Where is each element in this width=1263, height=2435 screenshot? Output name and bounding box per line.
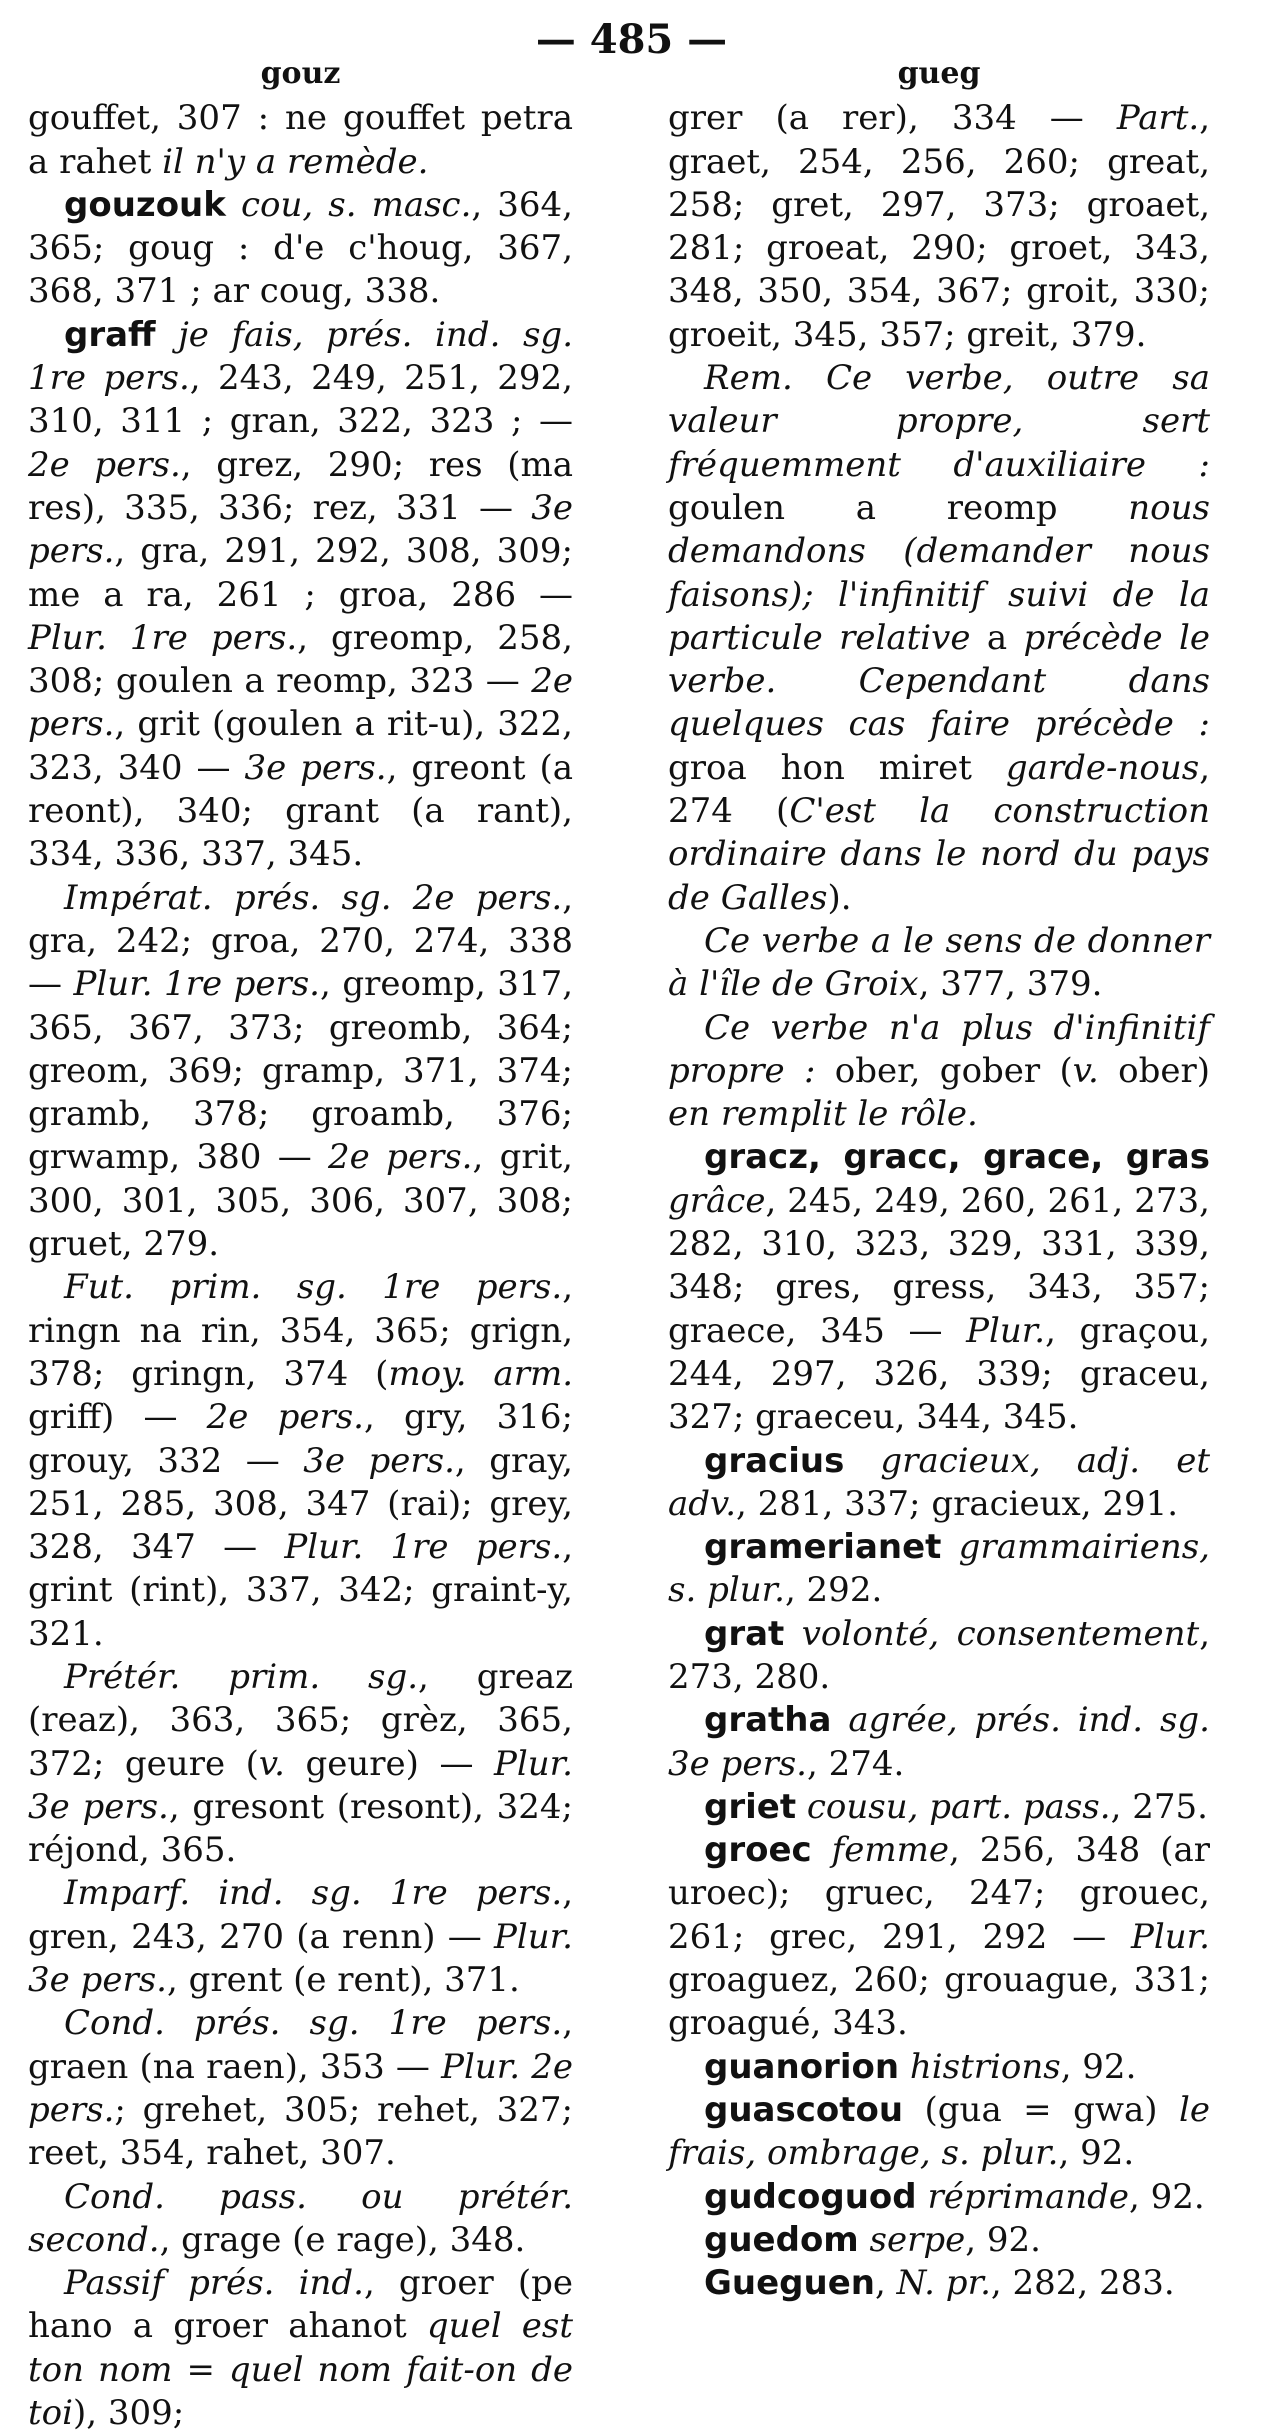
entry-text: , gresont (resont), 324; réjond, 365. <box>28 1786 573 1871</box>
dictionary-entry <box>668 1786 1210 1829</box>
italic-gloss: réprimande <box>927 2176 1130 2217</box>
italic-gloss: Plur. 1re pers. <box>284 1527 563 1568</box>
entry-text <box>796 1787 807 1827</box>
headword: guascotou <box>704 2089 904 2130</box>
italic-gloss: Plur. 1re pers. <box>28 617 298 658</box>
entry-text: , 92. <box>1058 2133 1135 2174</box>
dictionary-entry <box>668 2046 1210 2089</box>
entry-text: ). <box>827 877 852 918</box>
italic-gloss: Imparf. ind. sg. 1re pers. <box>64 1873 563 1914</box>
italic-gloss: grammairiens, s. plur. <box>668 1527 1210 1611</box>
italic-gloss: 2e pers. <box>206 1397 364 1438</box>
italic-gloss: 3e pers. <box>244 747 387 788</box>
entry-text: , graen (na raen), 353 — <box>28 2003 573 2087</box>
entry-text: , 377, 379. <box>918 964 1103 1005</box>
right-entries <box>668 97 1210 2305</box>
dictionary-entry <box>668 1829 1210 2045</box>
entry-text: , 245, 249, 260, 261, 273, 282, 310, 323, 329, 331, 339, 348; gres, gress, 343, 357; graece, 345 — <box>668 1180 1210 1351</box>
entry-text: grer (a rer), 334 — <box>668 98 1117 139</box>
entry-text: , greomp, 317, 365, 367, 373; greomb, 364; greom, 369; gramp, 371, 374; gramb, 378; groamb, 376; grwamp, 380 — <box>28 964 574 1178</box>
entry-text: , gry, 316; grouy, 332 — <box>28 1397 573 1481</box>
headword: gracz, gracc, grace, gras <box>704 1137 1210 1178</box>
italic-gloss: Prétér. prim. sg. <box>64 1656 419 1697</box>
italic-gloss: agrée, prés. ind. sg. 3e pers. <box>668 1700 1210 1784</box>
entry-text: ), 309; <box>73 2393 185 2434</box>
entry-text: , graet, 254, 256, 260; great, 258; gret, 297, 373; groaet, 281; groeat, 290; groet, 343, 348, 350, 354, 367; groit, 330; groeit, 345, 357; greit, 379. <box>668 98 1210 355</box>
italic-gloss: Ce verbe n'a plus d'infinitif propre : <box>668 1007 1210 1091</box>
entry-text: , greont (a reont), 340; grant (a rant), 334, 336, 337, 345. <box>28 747 573 875</box>
entry-text: (gua = gwa) <box>903 2089 1179 2130</box>
entry-text: , greaz (reaz), 363, 365; grèz, 365, 372; geure ( <box>28 1656 574 1784</box>
dictionary-entry <box>668 2219 1210 2262</box>
entry-text <box>226 185 241 225</box>
italic-gloss: le frais, ombrage, s. plur. <box>668 2089 1210 2174</box>
headword: guedom <box>704 2219 859 2260</box>
entry-paragraph <box>28 2262 573 2435</box>
entry-text <box>784 1614 801 1654</box>
entry-text: , grint (rint), 337, 342; graint-y, 321. <box>28 1527 573 1654</box>
headword: Gueguen <box>704 2263 875 2304</box>
italic-gloss: 3e pers. <box>303 1440 455 1481</box>
dictionary-entry <box>668 1613 1210 1700</box>
italic-gloss: quel est ton nom = quel nom fait-on de toi <box>28 2306 573 2434</box>
entry-text: , 274. <box>806 1743 905 1784</box>
dictionary-entry <box>28 184 573 314</box>
entry-text: , 256, 348 (ar uroec); gruec, 247; grouec, 261; grec, 291, 292 — <box>668 1830 1210 1957</box>
italic-gloss: je fais, prés. ind. sg. 1re pers. <box>28 314 574 399</box>
entry-text <box>917 2177 928 2217</box>
dictionary-entry <box>668 1699 1210 1786</box>
headword: groec <box>704 1830 812 1871</box>
entry-text <box>844 1441 880 1481</box>
italic-gloss: Plur. 2e pers. <box>28 2046 573 2130</box>
entry-text: , 364, 365; goug : d'e c'houg, 367, 368, 371 ; ar coug, 338. <box>28 184 573 312</box>
entry-text: ober, gober ( <box>815 1050 1073 1091</box>
dictionary-entry <box>668 1136 1210 1439</box>
entry-text: ; grehet, 305; rehet, 327; reet, 354, rahet, 307. <box>28 2089 573 2174</box>
entry-text: , gren, 243, 270 (a renn) — <box>28 1873 573 1957</box>
entry-text: ober) <box>1098 1050 1210 1091</box>
entry-text <box>831 1700 848 1740</box>
dictionary-entry <box>28 314 573 877</box>
entry-text: , gray, 251, 285, 308, 347 (rai); grey, 328, 347 — <box>28 1440 573 1568</box>
entry-paragraph <box>28 97 573 184</box>
entry-text: groa hon miret <box>668 747 1006 788</box>
italic-gloss: 3e pers. <box>28 487 573 572</box>
entry-text: , 273, 280. <box>668 1613 1210 1697</box>
entry-paragraph <box>668 97 1210 357</box>
entry-text: , 243, 249, 251, 292, 310, 311 ; gran, 322, 323 ; — <box>28 358 573 442</box>
entry-text: , greomp, 258, 308; goulen a reomp, 323 — <box>28 617 573 702</box>
entry-text: geure) — <box>284 1743 495 1784</box>
entry-text: , 92. <box>965 2219 1041 2260</box>
left-column <box>28 52 573 2435</box>
headword: grat <box>704 1613 785 1654</box>
entry-text: , gra, 291, 292, 308, 309; me a ra, 261 ; groa, 286 — <box>28 531 573 615</box>
left-entries <box>28 97 573 2435</box>
italic-gloss: Rem. Ce verbe, outre sa valeur propre, sert fréquemment d'auxiliaire : <box>668 358 1210 485</box>
headword: gratha <box>704 1700 832 1741</box>
italic-gloss: garde-nous <box>1005 747 1200 788</box>
right-running-header: gueg <box>897 56 981 91</box>
entry-text: , grage (e rage), 348. <box>159 2219 526 2260</box>
italic-gloss: grâce <box>668 1180 766 1221</box>
page-number: — 485 — <box>535 16 728 63</box>
entry-paragraph <box>28 877 573 1267</box>
italic-gloss: Impérat. prés. sg. 2e pers. <box>64 877 563 918</box>
italic-gloss: cousu, part. pass. <box>806 1786 1111 1827</box>
dictionary-entry <box>668 2262 1210 2305</box>
entry-text: , 274 ( <box>668 747 1210 832</box>
entry-text <box>812 1830 832 1870</box>
italic-gloss: nous demandons (demander nous faisons); l'infinitif suivi de la particule relative <box>668 487 1210 658</box>
italic-gloss: moy. arm. <box>388 1353 573 1394</box>
dictionary-entry <box>668 2176 1210 2219</box>
italic-gloss: Part. <box>1116 98 1200 139</box>
italic-gloss: précède le verbe. Cependant dans quelques cas faire précède : <box>668 617 1210 745</box>
headword: guanorion <box>704 2046 900 2087</box>
entry-text: , grent (e rent), 371. <box>166 1960 520 2001</box>
entry-text <box>859 2220 870 2260</box>
italic-gloss: serpe <box>869 2219 966 2260</box>
entry-paragraph <box>28 2176 573 2263</box>
italic-gloss: Cond. pass. ou prétér. second. <box>28 2176 573 2260</box>
entry-paragraph <box>28 1266 573 1656</box>
italic-gloss: Cond. prés. sg. 1re pers. <box>64 2003 563 2044</box>
entry-paragraph <box>668 357 1210 920</box>
entry-text: , grit (goulen a rit-u), 322, 323, 340 — <box>28 704 573 788</box>
entry-text: , 281, 337; gracieux, 291. <box>736 1483 1179 1524</box>
entry-text <box>941 1527 958 1567</box>
italic-gloss: C'est la construction ordinaire dans le nord du pays de Galles <box>668 791 1210 918</box>
headword: gudcoguod <box>704 2176 917 2217</box>
entry-paragraph <box>668 1007 1210 1137</box>
entry-text: , 292. <box>784 1570 883 1611</box>
italic-gloss: v. <box>258 1743 285 1784</box>
entry-text: , 92. <box>1129 2176 1205 2217</box>
entry-text: goulen a reomp <box>668 487 1129 528</box>
left-running-header: gouz <box>260 56 341 91</box>
italic-gloss: Plur. <box>966 1310 1046 1351</box>
dictionary-entry <box>668 2089 1210 2176</box>
italic-gloss: 2e pers. <box>328 1137 473 1178</box>
entry-text: , 275. <box>1110 1786 1208 1827</box>
dictionary-entry <box>668 1526 1210 1613</box>
entry-text: gouffet, 307 : ne gouffet petra a rahet <box>28 98 573 182</box>
entry-text: groaguez, 260; grouague, 331; groagué, 343. <box>668 1960 1210 2044</box>
italic-gloss: volonté, consentement <box>801 1613 1200 1654</box>
italic-gloss: gracieux, adj. et adv. <box>668 1440 1210 1524</box>
italic-gloss: Ce verbe a le sens de donner à l'île de Groix <box>668 920 1210 1005</box>
entry-paragraph <box>28 1872 573 2002</box>
entry-text: griff) — <box>28 1397 207 1438</box>
entry-paragraph <box>28 2002 573 2175</box>
entry-text: , grez, 290; res (ma res), 335, 336; rez, 331 — <box>28 444 573 528</box>
entry-text <box>899 2047 910 2087</box>
italic-gloss: cou, s. masc. <box>240 184 472 225</box>
entry-text: , 92. <box>1060 2046 1137 2087</box>
italic-gloss: N. pr. <box>896 2263 991 2304</box>
entry-text: , grit, 300, 301, 305, 306, 307, 308; gruet, 279. <box>28 1137 573 1265</box>
dictionary-entry <box>668 1440 1210 1527</box>
italic-gloss: 2e pers. <box>28 661 573 745</box>
italic-gloss: femme <box>831 1830 949 1871</box>
italic-gloss: en remplit le rôle. <box>668 1094 978 1135</box>
italic-gloss: Fut. prim. sg. 1re pers. <box>64 1267 563 1308</box>
italic-gloss: v. <box>1072 1050 1099 1091</box>
italic-gloss: Plur. 1re pers. <box>73 964 320 1005</box>
headword: graff <box>64 314 156 355</box>
headword: gracius <box>704 1440 845 1481</box>
entry-text: , 282, 283. <box>990 2263 1175 2304</box>
entry-text: , groer (pe hano a groer ahanot <box>28 2263 574 2347</box>
italic-gloss: il n'y a remède. <box>162 141 429 182</box>
entry-text <box>156 315 179 355</box>
entry-text: a <box>970 617 1024 658</box>
italic-gloss: histrions <box>909 2046 1061 2087</box>
entry-paragraph <box>668 920 1210 1007</box>
entry-paragraph <box>28 1656 573 1872</box>
right-column <box>668 52 1210 2305</box>
headword: griet <box>704 1786 797 1827</box>
italic-gloss: Plur. 3e pers. <box>28 1743 573 1827</box>
italic-gloss: Plur. 3e pers. <box>28 1916 573 2001</box>
headword: gouzouk <box>64 184 226 225</box>
entry-text: , gra, 242; groa, 270, 274, 338 — <box>28 877 573 1005</box>
entry-text: , ringn na rin, 354, 365; grign, 378; gringn, 374 ( <box>28 1267 573 1394</box>
italic-gloss: Plur. <box>1131 1916 1210 1957</box>
entry-text: , graçou, 244, 297, 326, 339; graceu, 327; graeceu, 344, 345. <box>668 1310 1210 1438</box>
headword: gramerianet <box>704 1527 942 1568</box>
entry-text: , <box>874 2263 897 2304</box>
italic-gloss: Passif prés. ind. <box>64 2263 364 2304</box>
italic-gloss: 2e pers. <box>28 444 181 485</box>
